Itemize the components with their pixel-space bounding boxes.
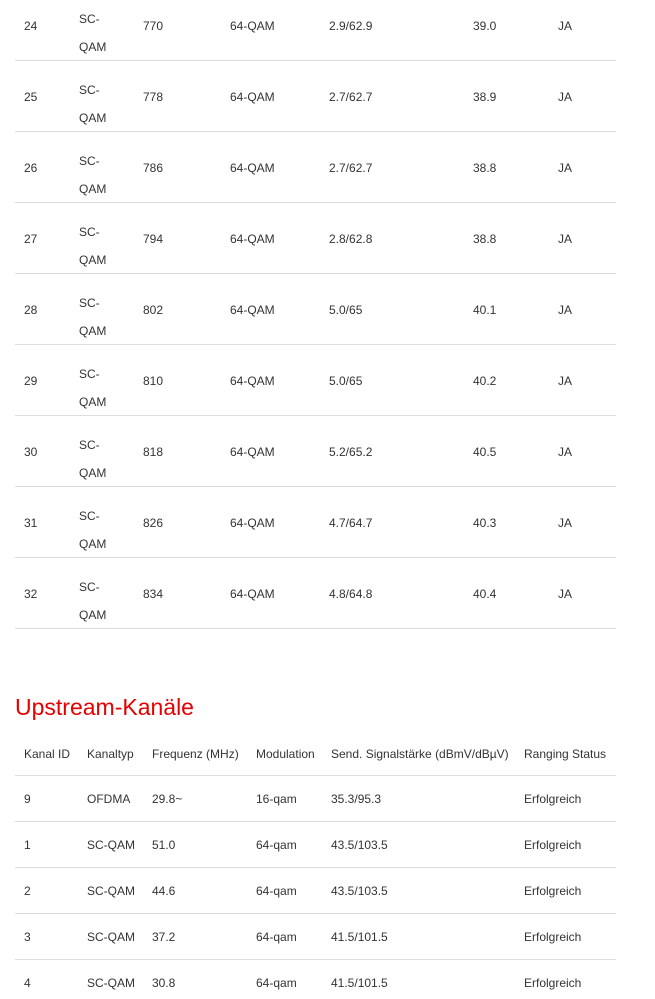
table-header — [15, 731, 616, 776]
signal-power: 41.5/101.5 — [331, 930, 388, 944]
ranging-status: Erfolgreich — [524, 792, 582, 806]
modulation: 64-QAM — [230, 374, 275, 388]
channel-type: SC-QAM — [87, 884, 135, 898]
snr: 40.1 — [473, 303, 497, 317]
channel-id: 24 — [24, 19, 38, 33]
frequency: 810 — [143, 374, 164, 388]
header-channel-id: Kanal ID — [24, 747, 71, 761]
frequency: 834 — [143, 587, 164, 601]
channel-type: SC-QAM — [79, 580, 107, 622]
upstream-section-title: Upstream-Kanäle — [15, 694, 194, 720]
lock-status: JA — [558, 374, 573, 388]
modulation: 64-qam — [256, 976, 297, 990]
frequency: 778 — [143, 90, 164, 104]
signal-power: 4.7/64.7 — [329, 516, 373, 530]
table-row — [15, 822, 616, 868]
channel-type: SC-QAM — [87, 930, 135, 944]
header-frequency: Frequenz (MHz) — [152, 747, 239, 761]
table-row — [15, 0, 616, 61]
lock-status: JA — [558, 516, 573, 530]
signal-power: 2.8/62.8 — [329, 232, 373, 246]
lock-status: JA — [558, 19, 573, 33]
modulation: 64-qam — [256, 930, 297, 944]
channel-id: 28 — [24, 303, 38, 317]
snr: 38.9 — [473, 90, 497, 104]
channel-type: SC-QAM — [87, 976, 135, 990]
modulation: 64-QAM — [230, 587, 275, 601]
signal-power: 2.7/62.7 — [329, 90, 373, 104]
snr: 40.5 — [473, 445, 497, 459]
signal-power: 41.5/101.5 — [331, 976, 388, 990]
snr: 38.8 — [473, 161, 497, 175]
header-channel-type: Kanaltyp — [87, 747, 134, 761]
snr: 40.2 — [473, 374, 497, 388]
ranging-status: Erfolgreich — [524, 884, 582, 898]
signal-power: 5.0/65 — [329, 374, 363, 388]
frequency: 786 — [143, 161, 164, 175]
channel-type: SC-QAM — [79, 225, 107, 267]
channel-id: 30 — [24, 445, 38, 459]
table-row — [15, 61, 616, 132]
modulation: 64-qam — [256, 838, 297, 852]
lock-status: JA — [558, 90, 573, 104]
channel-type: SC-QAM — [79, 438, 107, 480]
snr: 40.4 — [473, 587, 497, 601]
frequency: 37.2 — [152, 930, 176, 944]
channel-type: SC-QAM — [79, 296, 107, 338]
table-row — [15, 416, 616, 487]
modulation: 16-qam — [256, 792, 297, 806]
snr: 38.8 — [473, 232, 497, 246]
snr: 39.0 — [473, 19, 497, 33]
channel-id: 3 — [24, 930, 31, 944]
channel-type: SC-QAM — [79, 83, 107, 125]
table-row — [15, 868, 616, 914]
frequency: 29.8~ — [152, 792, 183, 806]
frequency: 794 — [143, 232, 164, 246]
ranging-status: Erfolgreich — [524, 838, 582, 852]
header-signal-power: Send. Signalstärke (dBmV/dBµV) — [331, 747, 509, 761]
channel-type: SC-QAM — [87, 838, 135, 852]
lock-status: JA — [558, 587, 573, 601]
frequency: 770 — [143, 19, 164, 33]
frequency: 818 — [143, 445, 164, 459]
channel-id: 29 — [24, 374, 38, 388]
channel-id: 25 — [24, 90, 38, 104]
signal-power: 43.5/103.5 — [331, 884, 388, 898]
channel-type: SC-QAM — [79, 509, 107, 551]
modulation: 64-QAM — [230, 516, 275, 530]
modulation: 64-qam — [256, 884, 297, 898]
table-row — [15, 487, 616, 558]
table-row — [15, 914, 616, 960]
header-modulation: Modulation — [256, 747, 315, 761]
lock-status: JA — [558, 232, 573, 246]
signal-power: 4.8/64.8 — [329, 587, 373, 601]
ranging-status: Erfolgreich — [524, 976, 582, 990]
signal-power: 43.5/103.5 — [331, 838, 388, 852]
channel-type: OFDMA — [87, 792, 131, 806]
table-row — [15, 776, 616, 822]
table-row — [15, 558, 616, 629]
frequency: 51.0 — [152, 838, 176, 852]
channel-id: 1 — [24, 838, 31, 852]
upstream-table — [15, 731, 616, 999]
lock-status: JA — [558, 445, 573, 459]
channel-id: 2 — [24, 884, 31, 898]
channel-type: SC-QAM — [79, 154, 107, 196]
downstream-table — [15, 0, 616, 629]
signal-power: 35.3/95.3 — [331, 792, 382, 806]
channel-id: 4 — [24, 976, 31, 990]
frequency: 44.6 — [152, 884, 176, 898]
channel-id: 9 — [24, 792, 31, 806]
modulation: 64-QAM — [230, 232, 275, 246]
lock-status: JA — [558, 161, 573, 175]
table-row — [15, 132, 616, 203]
modulation: 64-QAM — [230, 445, 275, 459]
lock-status: JA — [558, 303, 573, 317]
ranging-status: Erfolgreich — [524, 930, 582, 944]
signal-power: 2.7/62.7 — [329, 161, 373, 175]
signal-power: 5.2/65.2 — [329, 445, 373, 459]
modulation: 64-QAM — [230, 19, 275, 33]
frequency: 30.8 — [152, 976, 176, 990]
modulation: 64-QAM — [230, 161, 275, 175]
modulation: 64-QAM — [230, 90, 275, 104]
snr: 40.3 — [473, 516, 497, 530]
signal-power: 2.9/62.9 — [329, 19, 373, 33]
channel-type: SC-QAM — [79, 12, 107, 54]
header-ranging-status: Ranging Status — [524, 747, 607, 761]
channel-id: 31 — [24, 516, 38, 530]
table-row — [15, 345, 616, 416]
channel-id: 32 — [24, 587, 38, 601]
channel-type: SC-QAM — [79, 367, 107, 409]
signal-power: 5.0/65 — [329, 303, 363, 317]
channel-id: 27 — [24, 232, 38, 246]
frequency: 826 — [143, 516, 164, 530]
modulation: 64-QAM — [230, 303, 275, 317]
channel-id: 26 — [24, 161, 38, 175]
table-row — [15, 203, 616, 274]
frequency: 802 — [143, 303, 164, 317]
table-row — [15, 960, 616, 999]
table-row — [15, 274, 616, 345]
